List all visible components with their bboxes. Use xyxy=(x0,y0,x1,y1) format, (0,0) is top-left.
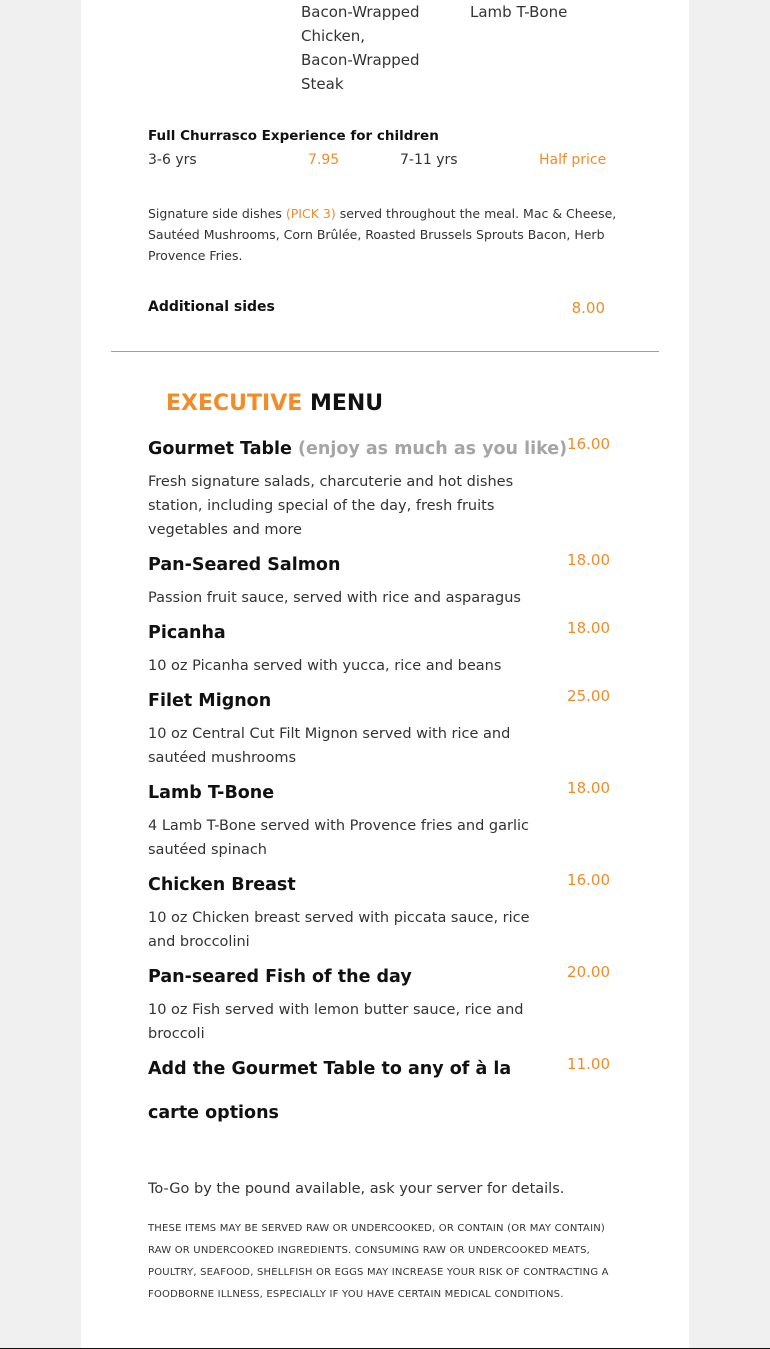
item-note: (enjoy as much as you like) xyxy=(291,439,568,459)
menu-item-description: Passion fruit sauce, served with rice and asparagus xyxy=(148,590,521,606)
menu-item-description: 4 Lamb T-Bone served with Provence fries and garlic sautéed spinach xyxy=(148,818,529,858)
side-dishes-intro: Signature side dishes xyxy=(148,206,286,221)
menu-item-price: 16.00 xyxy=(567,871,610,889)
menu-item-price: 18.00 xyxy=(567,619,610,637)
menu-item-title: Lamb T-Bone xyxy=(148,783,275,803)
children-price-1: 7.95 xyxy=(308,152,340,168)
food-safety-disclaimer: THESE ITEMS MAY BE SERVED RAW OR UNDERCOOKED, OR CONTAIN (OR MAY CONTAIN) RAW OR UNDERCOOKED INGREDIENTS. CONSUMING RAW OR UNDERCOOKED MEATS, POULTRY, SEAFOOD, SHELLFISH OR EGGS MAY INCREASE YOUR RISK OF CONTRACTING A FOODBORNE ILLNESS, ESPECIALLY IF YOU HAVE CERTAIN MEDICAL CONDITIONS. xyxy=(148,1223,609,1300)
additional-sides-price: 8.00 xyxy=(571,299,605,317)
meat-line: Bacon-Wrapped xyxy=(301,3,420,21)
meat-list-col2 xyxy=(470,0,620,24)
menu-item-price: 18.00 xyxy=(567,779,610,797)
menu-item-price: 25.00 xyxy=(567,687,610,705)
children-age-2: 7-11 yrs xyxy=(400,152,458,168)
item-name: Gourmet Table xyxy=(148,439,292,459)
menu-item-title xyxy=(148,439,567,459)
pick-three-note: (PICK 3) xyxy=(285,206,336,221)
meat-line: Steak xyxy=(301,75,344,93)
side-dishes-text xyxy=(148,203,623,266)
menu-item-description: 10 oz Fish served with lemon butter sauce, rice and broccoli xyxy=(148,1002,524,1042)
menu-item-description: 10 oz Picanha served with yucca, rice and beans xyxy=(148,658,502,674)
menu-item-price: 18.00 xyxy=(567,551,610,569)
heading-accent: EXECUTIVE xyxy=(166,391,303,416)
menu-item-title: Picanha xyxy=(148,623,226,643)
meat-line: Chicken, xyxy=(301,27,366,45)
section-divider xyxy=(111,351,659,352)
menu-item-title: Add the Gourmet Table to any of à la xyxy=(148,1059,512,1079)
togo-note: To-Go by the pound available, ask your server for details. xyxy=(148,1181,565,1197)
menu-item-price: 20.00 xyxy=(567,963,610,981)
heading-rest: MENU xyxy=(302,391,384,416)
meat-line: Bacon-Wrapped xyxy=(301,51,420,69)
menu-item-price: 16.00 xyxy=(567,435,610,453)
menu-item-title: Filet Mignon xyxy=(148,691,272,711)
menu-item-price: 11.00 xyxy=(567,1055,610,1073)
menu-item-title: Chicken Breast xyxy=(148,875,296,895)
menu-item-description: 10 oz Chicken breast served with piccata sauce, rice and broccolini xyxy=(148,910,530,950)
menu-item-title-continued: carte options xyxy=(148,1103,279,1123)
children-title: Full Churrasco Experience for children xyxy=(148,128,439,144)
executive-menu-heading xyxy=(166,391,383,416)
menu-item-title: Pan-Seared Salmon xyxy=(148,555,341,575)
children-age-1: 3-6 yrs xyxy=(148,152,197,168)
meat-list-col1 xyxy=(301,0,451,96)
additional-sides-label: Additional sides xyxy=(148,299,275,315)
menu-item-description: 10 oz Central Cut Filt Mignon served with rice and sautéed mushrooms xyxy=(148,726,511,766)
children-price-2: Half price xyxy=(539,152,607,168)
menu-item-description: Fresh signature salads, charcuterie and hot dishes station, including special of the day, fresh fruits vegetables and more xyxy=(148,474,514,538)
menu-item-title: Pan-seared Fish of the day xyxy=(148,967,412,987)
side-dishes-list: served throughout the meal. Mac & Cheese, Sautéed Mushrooms, Corn Brûlée, Roasted Brussels Sprouts Bacon, Herb Provence Fries. xyxy=(148,206,617,263)
meat-line: Lamb T-Bone xyxy=(470,3,568,21)
